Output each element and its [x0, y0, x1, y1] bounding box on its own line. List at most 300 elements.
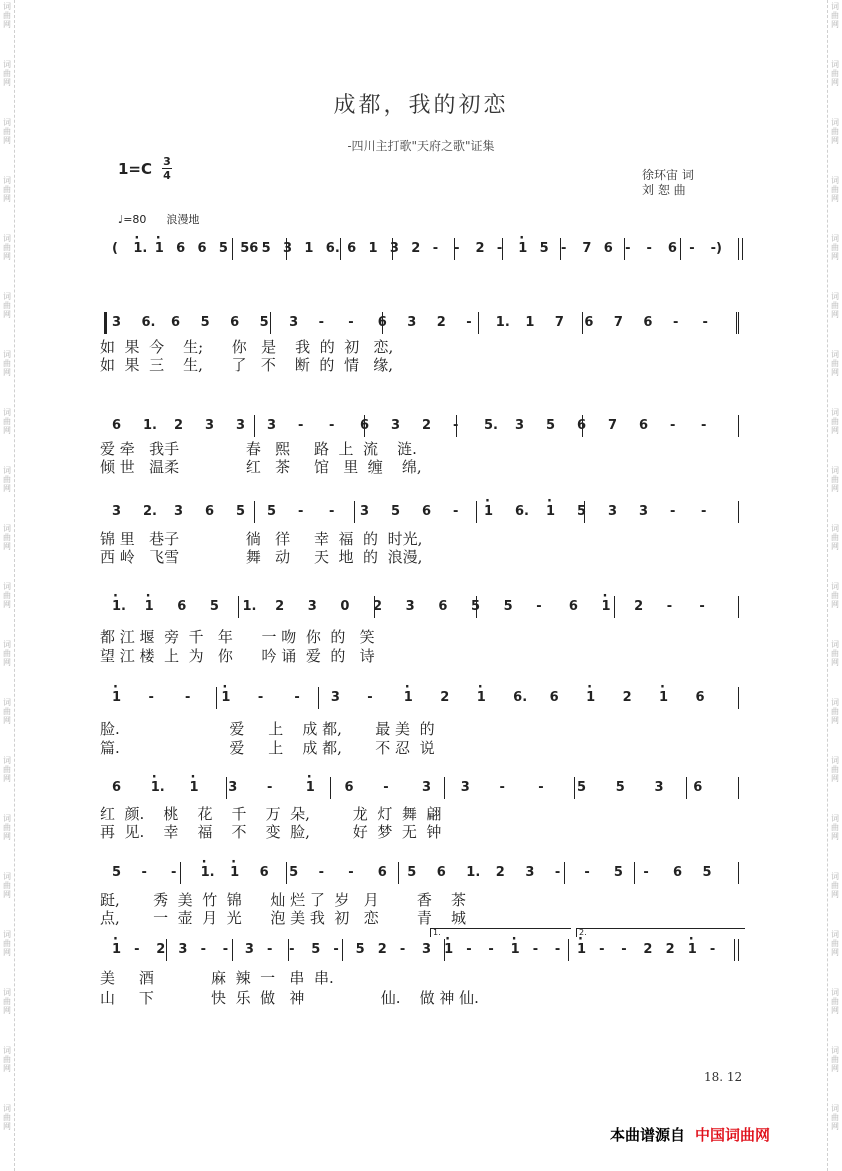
bar-line	[686, 777, 687, 799]
bar-line	[614, 596, 615, 618]
tempo-marking	[118, 211, 199, 227]
note: 5	[539, 241, 549, 256]
note: · 1	[518, 241, 527, 256]
note: -	[599, 942, 605, 957]
note: 3	[389, 241, 399, 256]
bar-line	[180, 862, 181, 884]
note: -	[298, 418, 304, 433]
watermark-text: 词 曲 网	[831, 350, 839, 377]
note: · 1	[155, 241, 164, 256]
watermark-text: 词 曲 网	[3, 350, 11, 377]
note: 6	[377, 315, 387, 330]
note: · 1	[404, 690, 413, 705]
watermark-text: 词 曲 网	[3, 466, 11, 493]
note: 3	[525, 865, 535, 880]
watermark-text: 词 曲 网	[831, 814, 839, 841]
bar-line	[738, 415, 739, 437]
lyric-line: 倾 世 温柔 红 茶 馆 里 缠 绵,	[100, 458, 422, 476]
note: 3	[405, 599, 415, 614]
note: -	[294, 690, 300, 705]
note: 6	[577, 418, 587, 433]
note: 5	[236, 504, 246, 519]
note: -	[399, 942, 406, 957]
note: 6	[693, 780, 703, 795]
note: 5	[577, 504, 587, 519]
note: 6	[205, 504, 215, 519]
note: · 1	[511, 942, 520, 957]
note: -	[318, 865, 325, 880]
lyric-line: 望 江 楼 上 为 你 吟 诵 爱 的 诗	[100, 647, 375, 665]
note: 2	[440, 690, 450, 705]
score-row	[104, 413, 744, 439]
bar-line	[476, 501, 477, 523]
note: -	[699, 599, 705, 614]
watermark-text: 词 曲 网	[831, 930, 839, 957]
watermark-text: 词 曲 网	[831, 176, 839, 203]
note: 7	[554, 315, 564, 330]
note: 3	[112, 315, 122, 330]
note: -	[318, 315, 325, 330]
lyric-line: 篇. 爱 上 成 都, 不 忍 说	[100, 739, 435, 757]
note: 3	[407, 315, 417, 330]
score-row	[104, 775, 744, 801]
note: · 1	[586, 690, 595, 705]
bar-line	[478, 312, 479, 334]
note: -	[536, 599, 542, 614]
note: -	[701, 418, 707, 433]
watermark-text: 词 曲 网	[3, 698, 11, 725]
score-row	[104, 860, 744, 886]
note: -	[148, 690, 154, 705]
bar-line	[568, 939, 569, 961]
lyric-line: 点, 一 壶 月 光 泡 美 我 初 恋 青 城	[100, 909, 466, 927]
watermark-text: 词 曲 网	[831, 60, 839, 87]
bar-line	[270, 312, 271, 334]
note: 3	[174, 504, 184, 519]
note: 7	[613, 315, 623, 330]
note: 2	[275, 599, 285, 614]
note: -	[499, 780, 505, 795]
note: -	[298, 504, 304, 519]
note: · 1	[190, 780, 199, 795]
lyric-line: 锦 里 巷子 徜 徉 幸 福 的 时光,	[100, 530, 423, 548]
bar-line	[738, 238, 739, 260]
note: 3	[654, 780, 664, 795]
note: -	[432, 241, 439, 256]
note: 1	[525, 315, 535, 330]
bar-line	[564, 862, 565, 884]
watermark-text: 词 曲 网	[3, 234, 11, 261]
lyric-line: 再 见. 幸 福 不 变 脸, 好 梦 无 钟	[100, 823, 442, 841]
bar-line	[742, 238, 743, 260]
note: 6	[112, 418, 122, 433]
note: 5	[470, 599, 480, 614]
note: · 1	[112, 942, 121, 957]
note: 6	[177, 599, 187, 614]
note: 6	[436, 865, 446, 880]
watermark-text: 词 曲 网	[3, 1104, 11, 1131]
note: -	[646, 241, 652, 256]
note: -	[466, 315, 472, 330]
note: 3	[283, 241, 293, 256]
watermark-text: 词 曲 网	[3, 988, 11, 1015]
score-row	[104, 594, 744, 620]
lyric-line: 山 下 快 乐 做 神 仙. 做 神 仙.	[100, 989, 479, 1007]
note: 5	[289, 865, 299, 880]
watermark-text: 词 曲 网	[3, 1046, 11, 1073]
watermark-text: 词 曲 网	[831, 698, 839, 725]
note: 6	[259, 865, 269, 880]
note: -	[532, 942, 539, 957]
note: 3	[391, 418, 401, 433]
note: 2	[665, 942, 675, 957]
bar-line	[738, 687, 739, 709]
note: -	[134, 942, 140, 957]
note: -	[643, 865, 649, 880]
score-row	[104, 236, 744, 262]
note: 1.	[242, 599, 257, 614]
bar-line	[232, 939, 233, 961]
lyric-line: 脸. 爱 上 成 都, 最 美 的	[100, 720, 435, 738]
note: -	[267, 942, 273, 957]
note: 5	[503, 599, 513, 614]
note: 6	[377, 865, 387, 880]
note: 3	[422, 780, 432, 795]
bar-line	[738, 777, 739, 799]
note: 5	[355, 942, 365, 957]
bar-line	[738, 862, 739, 884]
note: 6.	[141, 315, 156, 330]
note: 6.	[513, 690, 528, 705]
note: 5	[546, 418, 556, 433]
note: · 1	[230, 865, 239, 880]
note: 3	[422, 942, 432, 957]
lyric-line: 红 颜. 桃 花 千 万 朵, 龙 灯 舞 翩	[100, 805, 442, 823]
note: 6	[643, 315, 653, 330]
watermark-text: 词 曲 网	[831, 292, 839, 319]
note: 3	[205, 418, 215, 433]
note: 2	[411, 241, 421, 256]
note: -	[200, 942, 206, 957]
watermark-text: 词 曲 网	[831, 524, 839, 551]
note: 5	[259, 315, 269, 330]
composer-credit: 刘 恕 曲	[642, 183, 686, 197]
note: -	[171, 865, 177, 880]
right-watermark-strip	[827, 0, 842, 1171]
note: 1.	[466, 865, 481, 880]
watermark-text: 词 曲 网	[831, 640, 839, 667]
note: -	[184, 690, 191, 705]
watermark-text: 词 曲 网	[831, 872, 839, 899]
bar-line	[318, 687, 319, 709]
note: 6	[112, 780, 122, 795]
watermark-text: 词 曲 网	[831, 756, 839, 783]
note: · 1.	[112, 599, 126, 614]
note: 6	[197, 241, 207, 256]
note: 6	[584, 315, 594, 330]
watermark-text: 词 曲 网	[3, 930, 11, 957]
note: 56	[240, 241, 259, 256]
note: -	[289, 942, 295, 957]
tempo-value: ♩=80	[118, 213, 147, 226]
note: 2	[156, 942, 166, 957]
note: 3	[639, 504, 649, 519]
bar-line	[738, 939, 739, 961]
note: -	[454, 241, 460, 256]
note: · 1	[546, 504, 555, 519]
note: 1.	[143, 418, 157, 433]
note: 3	[228, 780, 238, 795]
note: 5	[391, 504, 401, 519]
note: 6	[347, 241, 357, 256]
note: -	[329, 504, 335, 519]
note: 7	[608, 418, 618, 433]
watermark-text: 词 曲 网	[3, 60, 11, 87]
time-signature-numerator: 3	[163, 155, 171, 168]
bar-line	[166, 939, 167, 961]
note: 0	[340, 599, 350, 614]
note: 5.	[484, 418, 498, 433]
score-row	[104, 685, 744, 711]
note: -	[701, 504, 707, 519]
second-ending-bracket: 2.	[576, 928, 745, 937]
note: -	[709, 942, 716, 957]
note: · 1	[221, 690, 230, 705]
note: -	[689, 241, 695, 256]
note: 3	[608, 504, 618, 519]
note: 6	[667, 241, 677, 256]
watermark-text: 词 曲 网	[3, 582, 11, 609]
note: -	[333, 942, 339, 957]
note: -	[466, 942, 472, 957]
note: -	[453, 504, 459, 519]
watermark-text: 词 曲 网	[3, 292, 11, 319]
note: -	[672, 315, 679, 330]
source-brand[interactable]: 中国词曲网	[695, 1126, 771, 1144]
bar-line	[574, 777, 575, 799]
note: -	[141, 865, 147, 880]
note: (	[112, 241, 118, 256]
note: 6	[176, 241, 186, 256]
watermark-text: 词 曲 网	[3, 118, 11, 145]
note: · 1	[444, 942, 453, 957]
lyric-line: 爱 牵 我手 春 熙 路 上 流 涟.	[100, 440, 417, 458]
note: 3	[178, 942, 188, 957]
note: 2	[377, 942, 387, 957]
note: -	[348, 865, 354, 880]
note: 2	[174, 418, 184, 433]
note: 5	[218, 241, 228, 256]
note: 5	[615, 780, 625, 795]
note: -	[560, 241, 567, 256]
watermark-text: 词 曲 网	[3, 814, 11, 841]
bar-line	[398, 862, 399, 884]
note: -	[367, 690, 373, 705]
watermark-text: 词 曲 网	[831, 2, 839, 29]
watermark-text: 词 曲 网	[831, 118, 839, 145]
bar-line	[216, 687, 217, 709]
bar-line	[342, 939, 343, 961]
bar-line	[738, 312, 739, 334]
note: 1.	[495, 315, 510, 330]
watermark-text: 词 曲 网	[831, 582, 839, 609]
lyric-line: 如 果 今 生; 你 是 我 的 初 恋,	[100, 338, 394, 356]
bar-line	[226, 777, 227, 799]
song-subtitle: -四川主打歌"天府之歌"证集	[347, 139, 495, 153]
note: 3	[360, 504, 370, 519]
bar-line	[254, 501, 255, 523]
note: 5	[311, 942, 321, 957]
note: -	[453, 418, 459, 433]
note: · 1	[659, 690, 668, 705]
note: 5	[407, 865, 417, 880]
note: · 1.	[201, 865, 215, 880]
note: · 1.	[151, 780, 165, 795]
note: 2	[422, 418, 432, 433]
note: 5	[112, 865, 122, 880]
note: 5	[702, 865, 712, 880]
note: 5	[613, 865, 623, 880]
note: -	[267, 780, 273, 795]
note: -	[538, 780, 544, 795]
left-watermark-strip	[0, 0, 15, 1171]
note: · 1	[577, 942, 586, 957]
lyric-line: 如 果 三 生, 了 不 断 的 情 缘,	[100, 356, 394, 374]
note: 6.	[515, 504, 529, 519]
note: 3	[289, 315, 299, 330]
note: 2	[436, 315, 446, 330]
date-stamp: 18. 12	[704, 1070, 743, 1084]
note: 6	[695, 690, 705, 705]
watermark-text: 词 曲 网	[3, 756, 11, 783]
bar-line	[232, 238, 233, 260]
bar-line	[444, 777, 445, 799]
note: 5	[267, 504, 277, 519]
note: 2	[622, 690, 632, 705]
note: 3	[267, 418, 277, 433]
note: 6	[549, 690, 559, 705]
bar-line	[354, 501, 355, 523]
note: -	[666, 599, 673, 614]
note: 7	[582, 241, 592, 256]
note: 2	[634, 599, 644, 614]
note: -	[554, 865, 561, 880]
lyric-line: 跹, 秀 美 竹 锦 灿 烂 了 岁 月 香 茶	[100, 891, 466, 909]
note: -	[625, 241, 631, 256]
bar-line	[738, 596, 739, 618]
note: 6	[422, 504, 432, 519]
note: 5	[209, 599, 219, 614]
note: 2.	[143, 504, 157, 519]
source-prefix: 本曲谱源自	[610, 1126, 686, 1144]
bar-line	[286, 862, 287, 884]
time-signature-denominator: 4	[163, 169, 171, 182]
repeat-start-sign	[104, 312, 107, 334]
note: 6	[438, 599, 448, 614]
note: 3	[330, 690, 340, 705]
note: · 1.	[133, 241, 147, 256]
note: 6	[568, 599, 578, 614]
note: -	[348, 315, 354, 330]
bar-line	[254, 415, 255, 437]
note: -	[257, 690, 264, 705]
lyric-line: 西 岭 飞雪 舞 动 天 地 的 浪漫,	[100, 548, 423, 566]
note: 1	[304, 241, 314, 256]
expression-mark: 浪漫地	[166, 213, 200, 226]
note: 6	[360, 418, 370, 433]
note: · 1	[601, 599, 610, 614]
note: 6	[672, 865, 682, 880]
note: · 1	[477, 690, 486, 705]
note: -	[383, 780, 389, 795]
note: -	[670, 418, 676, 433]
note: 6	[603, 241, 613, 256]
lyricist-credit: 徐环宙 词	[642, 168, 694, 182]
watermark-text: 词 曲 网	[831, 1104, 839, 1131]
note: 3	[515, 418, 525, 433]
bar-line	[736, 312, 737, 334]
bar-line	[582, 312, 583, 334]
note: -	[621, 942, 627, 957]
score-row	[104, 310, 744, 336]
bar-line	[738, 501, 739, 523]
watermark-text: 词 曲 网	[831, 466, 839, 493]
note: -	[488, 942, 494, 957]
note: -	[496, 241, 503, 256]
bar-line	[330, 777, 331, 799]
bar-line	[238, 596, 239, 618]
watermark-text: 词 曲 网	[3, 176, 11, 203]
note: 6	[230, 315, 240, 330]
note: 2	[373, 599, 383, 614]
note: -	[584, 865, 590, 880]
note: · 1	[112, 690, 121, 705]
note: 2	[643, 942, 653, 957]
note: · 1	[145, 599, 154, 614]
score-row	[104, 937, 744, 963]
key-signature: 1=C	[118, 160, 153, 178]
watermark-text: 词 曲 网	[831, 408, 839, 435]
watermark-text: 词 曲 网	[3, 408, 11, 435]
bar-line	[634, 862, 635, 884]
note: -	[329, 418, 335, 433]
note: -	[222, 942, 229, 957]
first-ending-bracket: 1.	[430, 928, 571, 937]
watermark-text: 词 曲 网	[3, 640, 11, 667]
note: 6	[639, 418, 649, 433]
note: · 1	[306, 780, 315, 795]
score-row	[104, 499, 744, 525]
note: -	[670, 504, 676, 519]
note: · 1	[484, 504, 493, 519]
note: -)	[710, 241, 722, 256]
bar-line	[680, 238, 681, 260]
note: 6	[171, 315, 181, 330]
watermark-text: 词 曲 网	[3, 2, 11, 29]
time-signature	[162, 156, 172, 181]
song-title: 成都，我的初恋	[333, 93, 509, 118]
watermark-text: 词 曲 网	[3, 524, 11, 551]
note: -	[554, 942, 561, 957]
note: 6.	[325, 241, 340, 256]
note: 5	[261, 241, 271, 256]
lyric-line: 都 江 堰 旁 千 年 一 吻 你 的 笑	[100, 628, 375, 646]
note: 3	[307, 599, 317, 614]
note: 3	[244, 942, 254, 957]
note: 2	[495, 865, 505, 880]
note: 5	[577, 780, 587, 795]
note: 6	[344, 780, 354, 795]
